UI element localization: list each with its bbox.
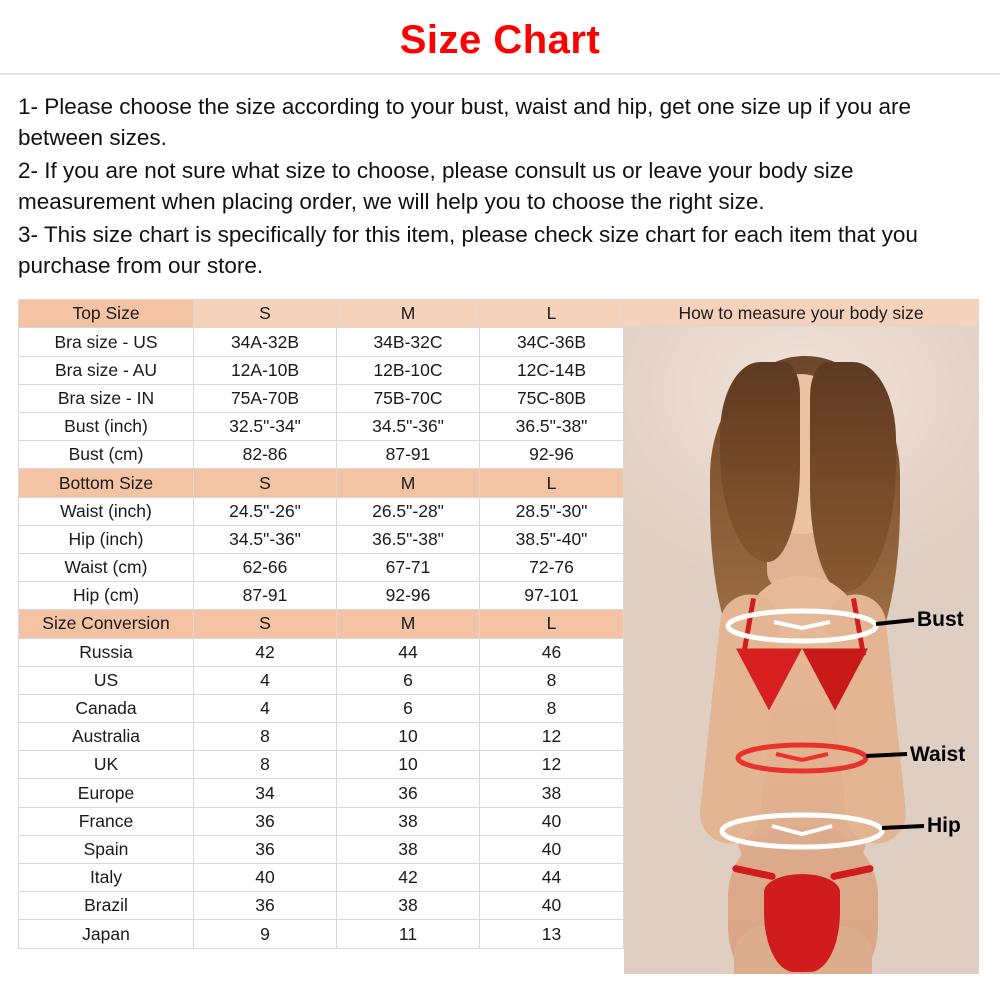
row-label: Hip (cm)	[19, 582, 194, 610]
row-value: 42	[337, 864, 480, 892]
row-label: Waist (cm)	[19, 553, 194, 581]
row-value: 44	[337, 638, 480, 666]
table-row	[19, 638, 624, 666]
table-row	[19, 920, 624, 948]
body-measurement-photo	[624, 326, 979, 974]
row-value: 44	[480, 864, 624, 892]
hip-label: Hip	[927, 814, 961, 838]
note-line-3: 3- This size chart is specifically for this item, please check size chart for each item that you purchase from our store.	[18, 222, 918, 279]
row-label: France	[19, 807, 194, 835]
table-row	[19, 497, 624, 525]
waist-label: Waist	[910, 743, 966, 767]
row-value: 38	[480, 779, 624, 807]
row-value: 92-96	[480, 441, 624, 469]
bust-label: Bust	[917, 608, 964, 632]
header-cell: M	[337, 610, 480, 638]
row-label: Bra size - AU	[19, 356, 194, 384]
row-value: 8	[480, 694, 624, 722]
row-label: Spain	[19, 835, 194, 863]
table-header-row-top	[19, 300, 624, 328]
table-header-row-conversion	[19, 610, 624, 638]
row-value: 36	[337, 779, 480, 807]
table-row	[19, 779, 624, 807]
table-row	[19, 892, 624, 920]
row-value: 12	[480, 751, 624, 779]
row-value: 34A-32B	[194, 328, 337, 356]
row-value: 13	[480, 920, 624, 948]
row-value: 10	[337, 723, 480, 751]
table-row	[19, 694, 624, 722]
row-value: 97-101	[480, 582, 624, 610]
row-value: 8	[480, 666, 624, 694]
row-value: 42	[194, 638, 337, 666]
table-header-row-bottom	[19, 469, 624, 497]
row-value: 9	[194, 920, 337, 948]
table-row	[19, 666, 624, 694]
note-line-1: 1- Please choose the size according to your bust, waist and hip, get one size up if you are between sizes.	[18, 94, 912, 151]
row-value: 34.5"-36"	[194, 525, 337, 553]
notes-block	[0, 75, 1000, 289]
row-value: 36.5"-38"	[480, 413, 624, 441]
header-cell: S	[194, 300, 337, 328]
row-value: 12B-10C	[337, 356, 480, 384]
row-label: Hip (inch)	[19, 525, 194, 553]
header-cell: Size Conversion	[19, 610, 194, 638]
table-row	[19, 835, 624, 863]
row-value: 82-86	[194, 441, 337, 469]
row-value: 8	[194, 723, 337, 751]
measure-panel	[624, 299, 979, 974]
table-row	[19, 356, 624, 384]
row-value: 12A-10B	[194, 356, 337, 384]
row-value: 6	[337, 694, 480, 722]
header-cell: S	[194, 610, 337, 638]
row-label: Europe	[19, 779, 194, 807]
header-cell: M	[337, 469, 480, 497]
row-value: 38.5"-40"	[480, 525, 624, 553]
measure-panel-header: How to measure your body size	[624, 299, 979, 326]
row-label: UK	[19, 751, 194, 779]
row-value: 11	[337, 920, 480, 948]
row-value: 87-91	[337, 441, 480, 469]
row-value: 75B-70C	[337, 384, 480, 412]
row-value: 32.5"-34"	[194, 413, 337, 441]
row-value: 40	[480, 835, 624, 863]
row-label: Waist (inch)	[19, 497, 194, 525]
row-label: Bust (inch)	[19, 413, 194, 441]
row-label: Russia	[19, 638, 194, 666]
row-value: 36	[194, 835, 337, 863]
header-cell: Top Size	[19, 300, 194, 328]
header-cell: Bottom Size	[19, 469, 194, 497]
measurement-lines	[624, 326, 979, 974]
table-row	[19, 864, 624, 892]
row-value: 34	[194, 779, 337, 807]
row-value: 40	[194, 864, 337, 892]
table-row	[19, 553, 624, 581]
page-title: Size Chart	[399, 18, 601, 62]
note-line-2: 2- If you are not sure what size to choose, please consult us or leave your body size measurement when placing order, we will help you to choose the right size.	[18, 158, 854, 215]
row-label: Canada	[19, 694, 194, 722]
row-value: 12C-14B	[480, 356, 624, 384]
table-row	[19, 413, 624, 441]
row-value: 8	[194, 751, 337, 779]
table-row	[19, 582, 624, 610]
header-cell: L	[480, 610, 624, 638]
table-row	[19, 525, 624, 553]
size-table	[18, 299, 624, 948]
row-label: Bust (cm)	[19, 441, 194, 469]
row-value: 4	[194, 694, 337, 722]
row-value: 10	[337, 751, 480, 779]
row-value: 38	[337, 892, 480, 920]
row-value: 46	[480, 638, 624, 666]
row-value: 34.5"-36"	[337, 413, 480, 441]
table-row	[19, 441, 624, 469]
row-label: Australia	[19, 723, 194, 751]
chart-content	[0, 289, 1000, 974]
row-label: Bra size - US	[19, 328, 194, 356]
row-value: 36	[194, 892, 337, 920]
header-cell: S	[194, 469, 337, 497]
row-value: 24.5"-26"	[194, 497, 337, 525]
row-label: Brazil	[19, 892, 194, 920]
table-row	[19, 807, 624, 835]
row-value: 6	[337, 666, 480, 694]
table-row	[19, 751, 624, 779]
row-value: 36.5"-38"	[337, 525, 480, 553]
row-value: 12	[480, 723, 624, 751]
row-value: 72-76	[480, 553, 624, 581]
row-label: Italy	[19, 864, 194, 892]
row-value: 34C-36B	[480, 328, 624, 356]
row-value: 38	[337, 835, 480, 863]
header-cell: L	[480, 469, 624, 497]
row-value: 87-91	[194, 582, 337, 610]
row-value: 40	[480, 807, 624, 835]
row-label: Bra size - IN	[19, 384, 194, 412]
row-value: 38	[337, 807, 480, 835]
row-value: 75C-80B	[480, 384, 624, 412]
header-cell: M	[337, 300, 480, 328]
table-row	[19, 723, 624, 751]
row-label: US	[19, 666, 194, 694]
row-value: 34B-32C	[337, 328, 480, 356]
row-value: 28.5"-30"	[480, 497, 624, 525]
row-label: Japan	[19, 920, 194, 948]
table-row	[19, 384, 624, 412]
row-value: 67-71	[337, 553, 480, 581]
row-value: 26.5"-28"	[337, 497, 480, 525]
row-value: 75A-70B	[194, 384, 337, 412]
table-row	[19, 328, 624, 356]
row-value: 40	[480, 892, 624, 920]
row-value: 36	[194, 807, 337, 835]
row-value: 4	[194, 666, 337, 694]
row-value: 92-96	[337, 582, 480, 610]
row-value: 62-66	[194, 553, 337, 581]
header-cell: L	[480, 300, 624, 328]
